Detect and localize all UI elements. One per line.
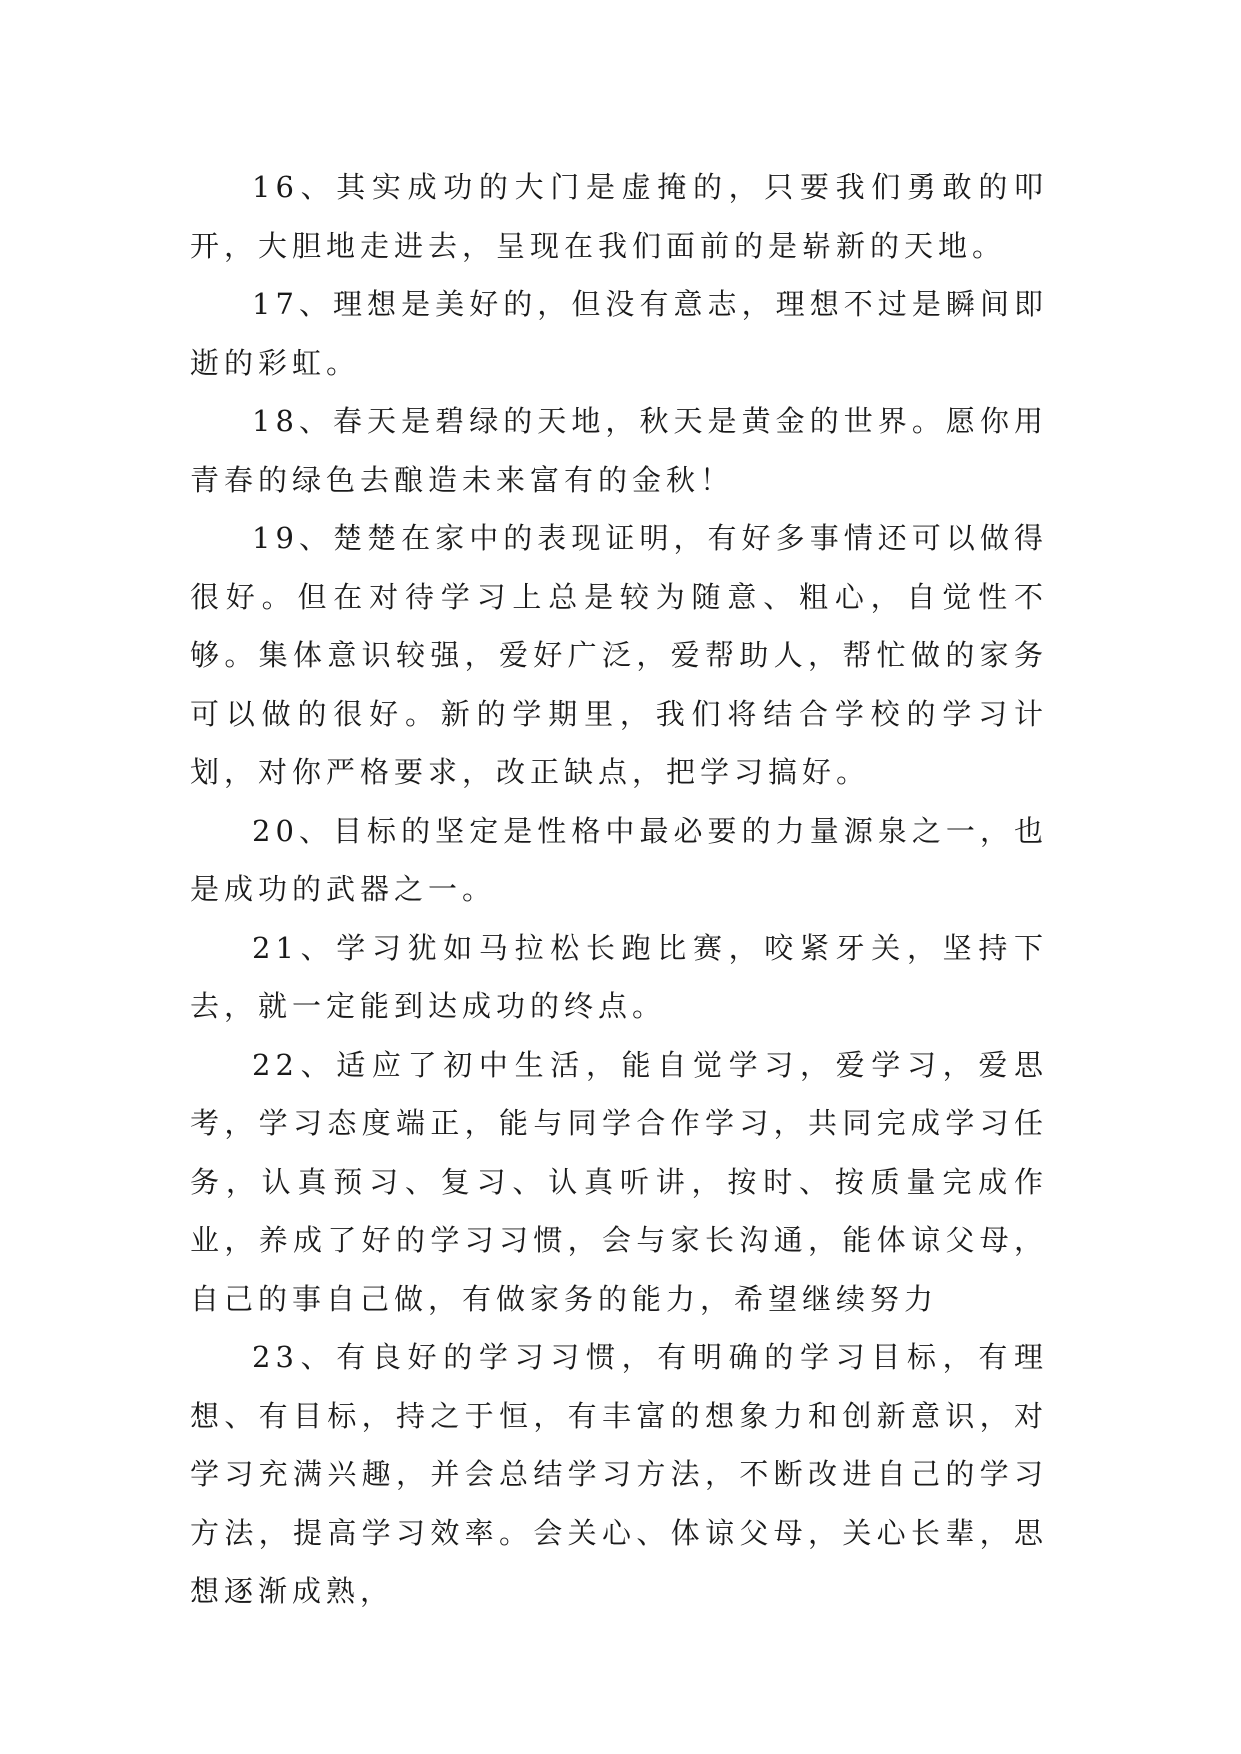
paragraph-22: 22、适应了初中生活，能自觉学习，爱学习，爱思考，学习态度端正，能与同学合作学习，共同完成学习任务，认真预习、复习、认真听讲，按时、按质量完成作业，养成了好的学习习惯，会与家长沟通，能体谅父母，自己的事自己做，有做家务的能力，希望继续努力 <box>190 1047 1048 1316</box>
paragraph-20: 20、目标的坚定是性格中最必要的力量源泉之一，也是成功的武器之一。 <box>190 813 1048 906</box>
paragraph-16: 16、其实成功的大门是虚掩的，只要我们勇敢的叩开，大胆地走进去，呈现在我们面前的是崭新的天地。 <box>190 170 1048 263</box>
paragraph-18: 18、春天是碧绿的天地，秋天是黄金的世界。愿你用青春的绿色去酿造未来富有的金秋！ <box>190 404 1048 497</box>
document-body <box>190 158 1048 1621</box>
paragraph-23: 23、有良好的学习习惯，有明确的学习目标，有理想、有目标，持之于恒，有丰富的想象力和创新意识，对学习充满兴趣，并会总结学习方法，不断改进自己的学习方法，提高学习效率。会关心、体谅父母，关心长辈，思想逐渐成熟， <box>190 1340 1048 1608</box>
paragraph-19: 19、楚楚在家中的表现证明，有好多事情还可以做得很好。但在对待学习上总是较为随意、粗心，自觉性不够。集体意识较强，爱好广泛，爱帮助人，帮忙做的家务可以做的很好。新的学期里，我们将结合学校的学习计划，对你严格要求，改正缺点，把学习搞好。 <box>190 521 1048 789</box>
paragraph-17: 17、理想是美好的，但没有意志，理想不过是瞬间即逝的彩虹。 <box>190 287 1048 380</box>
paragraph-21: 21、学习犹如马拉松长跑比赛，咬紧牙关，坚持下去，就一定能到达成功的终点。 <box>190 930 1048 1023</box>
